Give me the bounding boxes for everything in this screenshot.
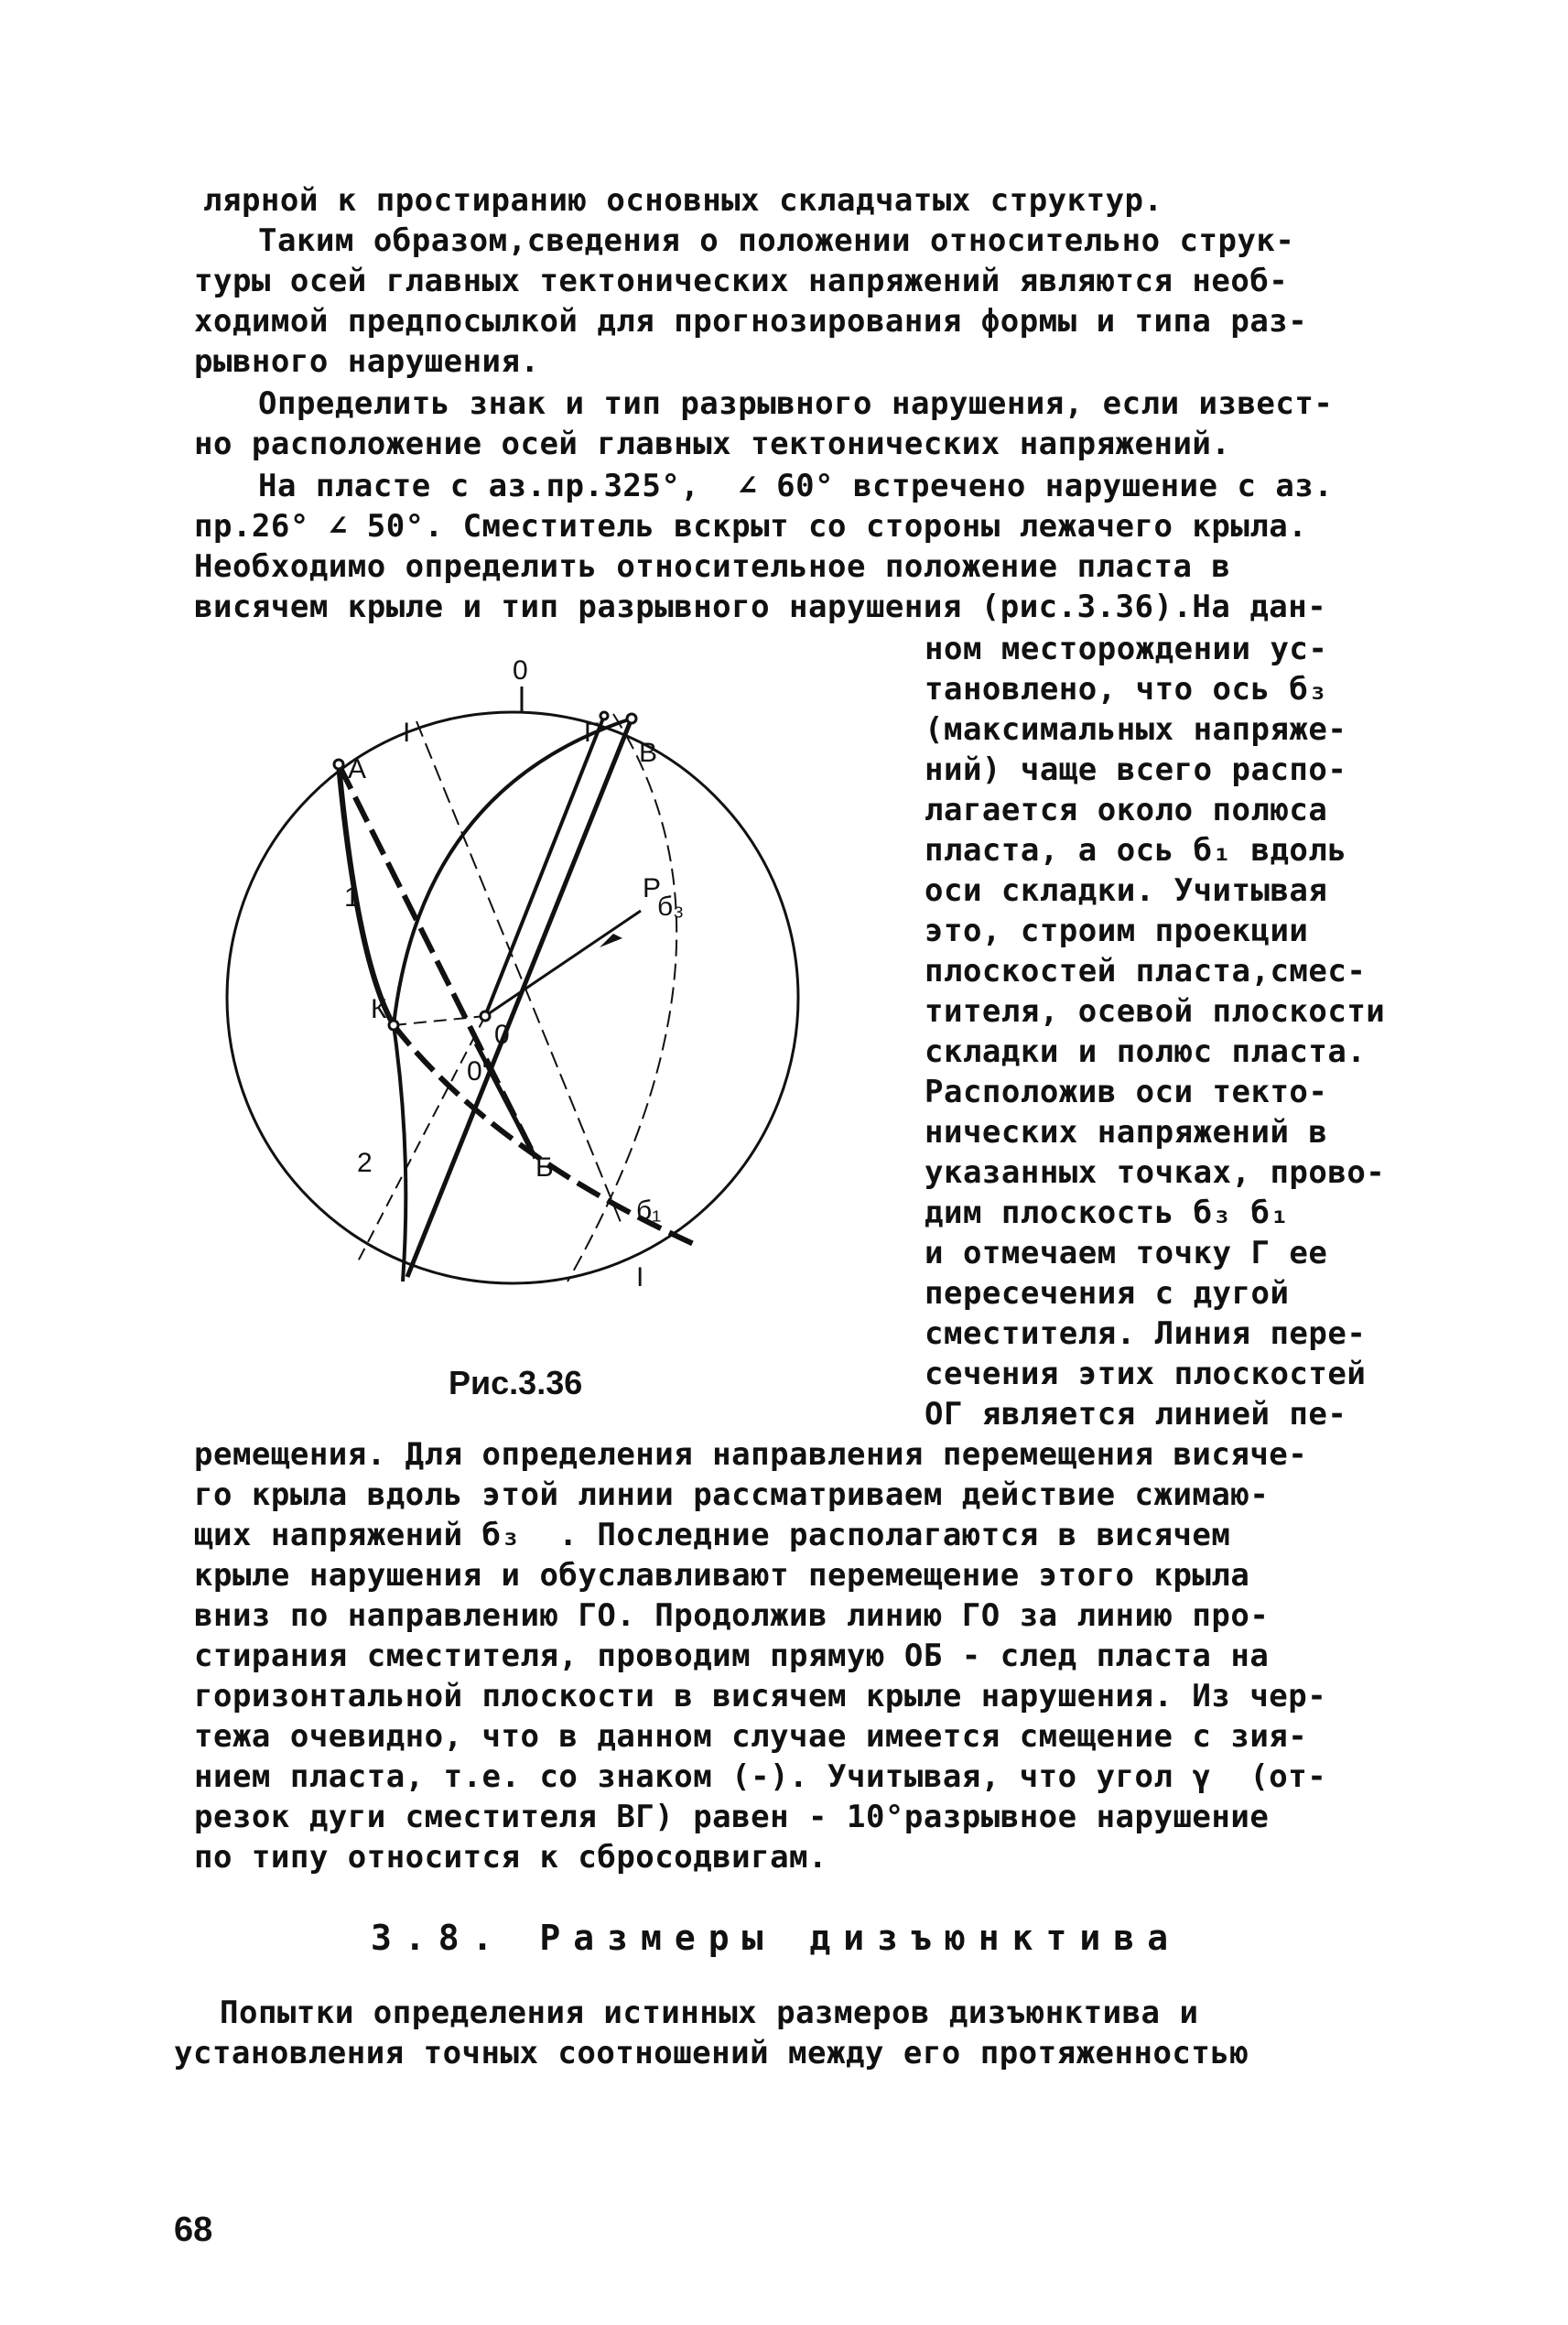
text-line: Необходимо определить относительное положение пласта в bbox=[194, 548, 1231, 585]
text-line: ном месторождении ус- bbox=[925, 631, 1328, 667]
label-o-prime: 0' bbox=[467, 1056, 488, 1087]
label-sigma3: б₃ bbox=[657, 892, 685, 922]
text-line: указанных точках, прово- bbox=[925, 1154, 1386, 1191]
label-a: А bbox=[348, 754, 367, 784]
arc-2-lower bbox=[394, 1025, 406, 1281]
text-line: Расположив оси текто- bbox=[925, 1074, 1328, 1110]
text-line: сечения этих плоскостей bbox=[925, 1356, 1367, 1392]
figure-caption: Рис.3.36 bbox=[449, 1364, 583, 1401]
text-line: ний) чаще всего распо- bbox=[925, 752, 1347, 788]
section-heading: 3.8. Размеры дизъюнктива bbox=[371, 1918, 1182, 1958]
point-o bbox=[481, 1011, 490, 1021]
text-line: тановлено, что ось б₃ bbox=[925, 671, 1328, 708]
text-line: нических напряжений в bbox=[925, 1114, 1328, 1151]
text-line: тежа очевидно, что в данном случае имеется смещение с зия- bbox=[194, 1718, 1308, 1755]
label-b: В bbox=[639, 738, 658, 768]
arc-k-b bbox=[394, 719, 632, 1025]
label-g: Г bbox=[584, 718, 600, 748]
figure-stereonet bbox=[220, 641, 934, 1355]
label-sigma1: б₁ bbox=[636, 1195, 662, 1226]
text-line: резок дуги сместителя ВГ) равен - 10°разрывное нарушение bbox=[194, 1799, 1270, 1835]
text-line: это, строим проекции bbox=[925, 913, 1309, 949]
text-line: оси складки. Учитывая bbox=[925, 872, 1328, 909]
point-a bbox=[334, 760, 343, 769]
text-line: щих напряжений б₃ . Последние располагаются в висячем bbox=[194, 1517, 1231, 1553]
text-line: лагается около полюса bbox=[925, 792, 1328, 828]
line-o-p bbox=[485, 911, 641, 1016]
text-line: но расположение осей главных тектонических напряжений. bbox=[194, 426, 1231, 462]
label-north: 0 bbox=[513, 655, 528, 686]
label-k: К bbox=[371, 994, 387, 1024]
text-line: На пласте с аз.пр.325°, ∠ 60° встречено нарушение с аз. bbox=[258, 468, 1334, 504]
text-line: пласта, а ось б₁ вдоль bbox=[925, 832, 1347, 869]
text-line: ОГ является линией пе- bbox=[925, 1396, 1347, 1433]
stereonet-diagram bbox=[220, 641, 934, 1355]
page-number: 68 bbox=[174, 2211, 213, 2249]
label-i-top: I bbox=[403, 718, 411, 748]
label-one: 1 bbox=[344, 882, 360, 913]
text-line: плоскостей пласта,смес- bbox=[925, 953, 1367, 989]
text-line: складки и полюс пласта. bbox=[925, 1033, 1367, 1070]
text-line: дим плоскость б₃ б₁ bbox=[925, 1195, 1290, 1231]
point-k bbox=[389, 1021, 398, 1030]
text-line: тителя, осевой плоскости bbox=[925, 993, 1386, 1030]
point-g bbox=[600, 712, 608, 719]
text-line: (максимальных напряже- bbox=[925, 711, 1347, 748]
label-b-low: Б bbox=[535, 1152, 554, 1183]
label-two: 2 bbox=[357, 1148, 373, 1178]
label-o: 0 bbox=[494, 1020, 510, 1050]
label-p: Р bbox=[643, 873, 662, 903]
text-line: пересечения с дугой bbox=[925, 1275, 1290, 1312]
line-o-lower bbox=[357, 1016, 488, 1263]
text-line: вниз по направлению ГО. Продолжив линию ГО за линию про- bbox=[194, 1597, 1270, 1634]
text-line: Таким образом,сведения о положении относительно струк- bbox=[258, 222, 1295, 259]
text-line: ходимой предпосылкой для прогнозирования формы и типа раз- bbox=[194, 303, 1308, 340]
line-k-o bbox=[394, 1016, 485, 1025]
text-line: рывного нарушения. bbox=[194, 343, 540, 380]
text-line: горизонтальной плоскости в висячем крыле нарушения. Из чер- bbox=[194, 1678, 1327, 1714]
label-i-bottom: I bbox=[636, 1262, 644, 1292]
text-line: висячем крыле и тип разрывного нарушения (рис.3.36).На дан- bbox=[194, 589, 1327, 625]
text-line: туры осей главных тектонических напряжений являются необ- bbox=[194, 263, 1289, 299]
text-line: лярной к простиранию основных складчатых структур. bbox=[203, 182, 1163, 219]
text-line: Определить знак и тип разрывного нарушения, если извест- bbox=[258, 385, 1334, 422]
text-line: и отмечаем точку Г ее bbox=[925, 1235, 1328, 1271]
text-line: пр.26° ∠ 50°. Сместитель вскрыт со стороны лежачего крыла. bbox=[194, 508, 1308, 545]
line-i-sigma1 bbox=[416, 721, 622, 1227]
text-line: стирания сместителя, проводим прямую ОБ - след пласта на bbox=[194, 1638, 1270, 1674]
text-line: ремещения. Для определения направления перемещения висяче- bbox=[194, 1436, 1308, 1473]
text-line: сместителя. Линия пере- bbox=[925, 1315, 1367, 1352]
text-line: крыле нарушения и обуславливают перемещение этого крыла bbox=[194, 1557, 1250, 1594]
text-line: по типу относится к сбросодвигам. bbox=[194, 1839, 828, 1876]
text-line: установления точных соотношений между его протяженностью bbox=[174, 2035, 1249, 2071]
text-line: го крыла вдоль этой линии рассматриваем действие сжимаю- bbox=[194, 1476, 1270, 1513]
point-b bbox=[627, 714, 636, 723]
text-line: Попытки определения истинных размеров дизъюнктива и bbox=[220, 1995, 1199, 2031]
text-line: нием пласта, т.е. со знаком (-). Учитывая, что угол γ (от- bbox=[194, 1758, 1327, 1795]
